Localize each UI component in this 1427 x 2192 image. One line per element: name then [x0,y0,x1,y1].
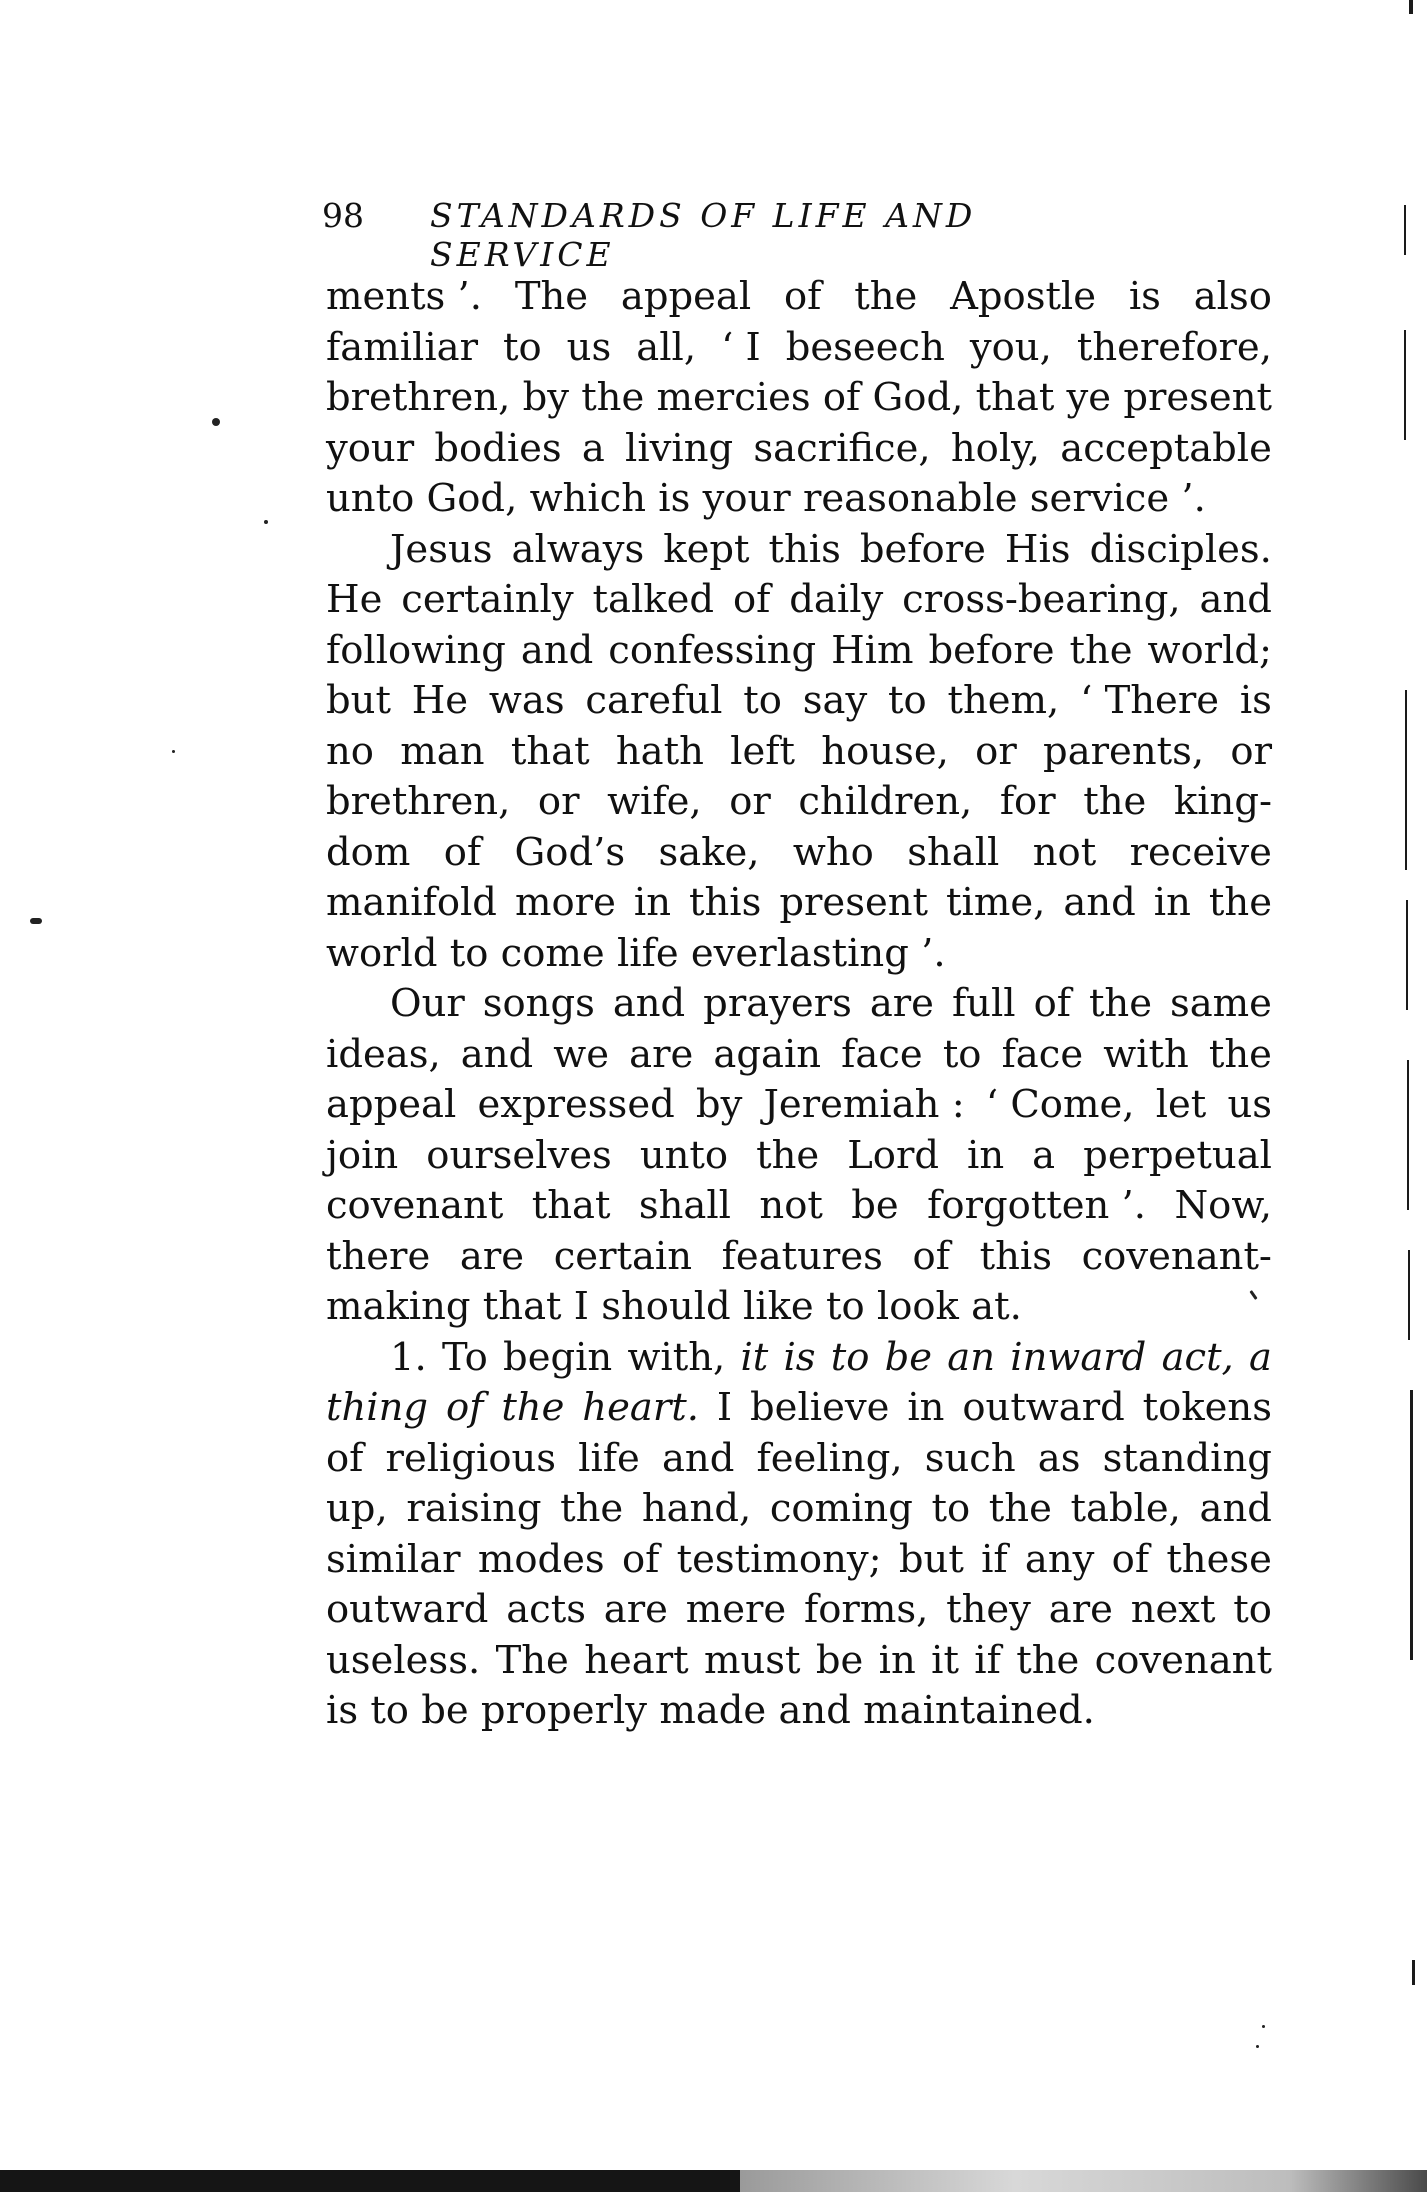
scan-bottom-border [0,2170,1427,2192]
word: religious [385,1435,557,1481]
text-line [326,1434,1272,1485]
word: The [495,1637,569,1683]
word: ourselves [426,1132,612,1178]
word: outward [326,1587,489,1632]
speck [30,918,42,924]
word: to [449,930,489,976]
word: let [1155,1082,1207,1127]
word: I [716,1385,733,1430]
word: coming [769,1486,913,1531]
word: and [612,981,686,1026]
word: in [1153,880,1191,925]
word: and [520,627,594,673]
word: service ’. [1029,476,1206,521]
text-line [326,1383,1272,1434]
word: dom [326,829,411,875]
word: are [1048,1587,1113,1632]
word: inward [1010,1334,1147,1380]
word: that [975,375,1055,420]
word: say [802,678,868,723]
word: tokens [1142,1385,1272,1430]
body-text [326,272,1272,1737]
word: covenant [1094,1637,1272,1683]
word: ‘ I [721,324,761,370]
word: face [841,1031,923,1077]
word: a [1032,1132,1056,1178]
scan-edge-mark [1404,205,1406,255]
word: Our [390,981,465,1026]
word: to [370,1688,409,1733]
word: begin [503,1334,613,1380]
word: all, [636,324,697,370]
word: your [702,476,791,521]
word: making [326,1284,471,1329]
word: us [1227,1082,1272,1127]
word: is [1128,274,1161,319]
word: be [884,1334,933,1380]
word: no [326,728,374,774]
word: or [729,779,771,824]
word: To [441,1334,488,1380]
word: table, [1070,1486,1181,1531]
word: sacrifice, [753,425,931,471]
word: familiar [326,324,479,370]
word: it [740,1334,769,1380]
word: same [1169,981,1272,1026]
word: brethren, [326,375,511,420]
word: following [326,627,506,673]
word: that [482,1284,562,1329]
word: with [1103,1031,1189,1077]
word: to [825,1284,865,1329]
word: at. [971,1284,1022,1329]
word: talked [592,577,715,622]
word: disciples. [1089,526,1272,572]
word: or [1230,728,1272,774]
word: Jesus [390,526,493,572]
word: ye [1066,375,1112,420]
word: perpetual [1083,1132,1272,1178]
word: if [981,1536,1008,1582]
text-line [326,1030,1272,1081]
word: 1. [390,1334,427,1380]
word: feeling, [756,1435,903,1481]
word: man [400,728,485,774]
word: in [878,1637,916,1683]
word: The [514,274,589,319]
text-line [326,272,1272,323]
speck [264,520,268,524]
word: to [503,324,542,370]
word: always [511,526,645,572]
word: the [1088,981,1153,1026]
word: before [859,526,986,572]
word: of [445,1385,484,1430]
word: house, [821,728,949,774]
word: beseech [785,324,945,370]
speck [212,418,220,426]
text-line [326,1282,1272,1333]
scan-edge-mark [1404,330,1406,440]
word: are [459,1233,525,1279]
word: who [792,829,874,875]
text-line [326,676,1272,727]
word: or [537,779,580,824]
word: maintained. [863,1688,1095,1733]
word: be [815,1637,864,1683]
word: certain [553,1233,693,1279]
word: of [326,1435,364,1481]
word: there [326,1233,431,1279]
word: these [1166,1536,1272,1582]
word: to [1233,1587,1272,1632]
word: daily [789,577,884,622]
word: that [531,1183,611,1228]
text-line [326,979,1272,1030]
text-line [326,474,1272,525]
word: before [928,627,1055,673]
word: also [1193,274,1272,319]
word: a [581,425,605,471]
word: be [421,1688,469,1733]
word: is [326,1688,359,1733]
text-line [326,1686,1272,1737]
word: is [783,1334,816,1380]
word: unto [639,1132,729,1178]
word: look [876,1284,959,1329]
text-line [326,1585,1272,1636]
text-line [326,828,1272,879]
word: ‘ Come, [985,1082,1135,1127]
word: this [689,880,762,925]
text-line [326,727,1272,778]
word: life [578,1435,640,1481]
word: join [326,1132,399,1178]
word: confessing [608,627,817,673]
word: the [756,1132,820,1178]
word: that [510,728,590,774]
word: brethren, [326,779,511,824]
word: everlasting ’. [690,930,946,976]
word: act, [1161,1334,1234,1380]
word: the [1083,779,1147,824]
word: therefore, [1076,324,1272,370]
word: I [573,1284,589,1329]
word: the [501,1385,565,1430]
word: more [514,880,616,925]
word: of [732,577,771,622]
word: with, [627,1334,726,1380]
word: Lord [847,1132,939,1178]
word: ideas, [326,1031,441,1077]
word: we [553,1031,610,1077]
running-head: STANDARDS OF LIFE AND SERVICE [430,196,977,274]
word: thing [326,1385,429,1430]
page-header [322,196,1162,274]
word: the [1208,1031,1272,1077]
word: forms, [803,1587,929,1632]
word: children, [798,779,973,824]
text-line [326,1333,1272,1384]
word: of [1033,981,1071,1026]
word: for [999,779,1056,824]
word: God’s [514,829,626,875]
word: life [616,930,679,976]
word: Jeremiah : [763,1082,965,1127]
word: and [661,1435,735,1481]
word: heart [584,1637,689,1683]
word: the [581,375,645,420]
word: face [1001,1031,1084,1077]
speck [1262,2025,1265,2028]
word: to [830,1334,870,1380]
word: manifold [326,880,497,925]
text-line [326,1636,1272,1687]
word: He [326,577,383,622]
word: Apostle [950,274,1097,319]
word: they [946,1587,1031,1632]
word: by [522,375,569,420]
word: hath [615,728,704,774]
word: and [1199,1486,1272,1531]
word: standing [1102,1435,1272,1481]
text-line [326,1131,1272,1182]
word: certainly [401,577,574,622]
word: is [1239,678,1272,723]
word: us [566,324,612,370]
word: of [783,274,822,319]
word: outward [962,1385,1125,1430]
word: unto [326,476,415,521]
word: properly [480,1688,648,1733]
word: this [768,526,841,572]
word: you, [969,324,1052,370]
word: songs [482,981,595,1026]
word: God, [872,375,964,420]
word: hand, [641,1486,752,1531]
word: and [778,1688,851,1733]
word: appeal [326,1082,457,1127]
word: testimony; [676,1536,882,1582]
word: He [411,678,469,723]
word: shall [638,1183,731,1228]
text-line [326,424,1272,475]
word: as [1037,1435,1081,1481]
word: not [759,1183,823,1228]
word: ‘ There [1080,678,1220,723]
page-number: 98 [322,196,364,235]
word: the [560,1486,624,1531]
text-line [326,626,1272,677]
word: covenant- [1081,1233,1272,1279]
word: king- [1173,779,1272,824]
text-line [326,1484,1272,1535]
word: not [1032,829,1097,875]
word: reasonable [802,476,1018,521]
word: a [1249,1334,1272,1380]
word: or [975,728,1017,774]
scan-edge-mark [1408,1250,1410,1340]
word: left [730,728,795,774]
word: in [967,1132,1005,1178]
scan-edge-mark [1412,1960,1415,1985]
word: are [629,1031,694,1077]
word: any [1024,1536,1095,1582]
word: receive [1129,829,1272,875]
scan-edge-mark [1409,0,1413,14]
word: forgotten ’. [927,1183,1147,1228]
word: wife, [607,779,702,824]
word: this [979,1233,1052,1279]
word: your [326,425,415,471]
text-line [326,929,1272,980]
word: should [601,1284,731,1329]
word: world; [1147,627,1272,673]
word: Now, [1174,1183,1272,1228]
word: ments ’. [326,274,483,319]
word: features [721,1233,883,1279]
text-line [326,1535,1272,1586]
word: sake, [658,829,760,875]
scan-edge-mark [1405,690,1407,870]
word: acceptable [1060,425,1272,471]
word: like [742,1284,814,1329]
word: but [898,1536,964,1582]
word: of [912,1233,950,1279]
word: present [1123,375,1272,420]
word: God, [426,476,518,521]
word: the [1208,880,1272,925]
text-line [326,777,1272,828]
word: living [625,425,734,471]
word: and [1063,880,1136,925]
word: modes [477,1536,605,1582]
word: parents, [1043,728,1205,774]
scan-edge-mark [1406,900,1408,1010]
word: be [851,1183,899,1228]
word: in [633,880,671,925]
word: in [907,1385,945,1430]
word: Him [831,627,914,673]
word: are [603,1587,668,1632]
word: expressed [477,1082,675,1127]
word: time, [946,880,1046,925]
word: by [695,1082,743,1127]
word: present [779,880,929,925]
word: believe [750,1385,890,1430]
word: and [460,1031,534,1077]
word: such [924,1435,1016,1481]
scan-edge-mark [1410,1390,1413,1660]
speck [172,750,175,753]
word: but [326,678,391,723]
word: is [658,476,691,521]
word: His [1004,526,1071,572]
word: kept [663,526,750,572]
word: come [500,930,605,976]
word: of [822,375,861,420]
word: shall [907,829,1000,875]
word: the [854,274,918,319]
word: acts [506,1587,586,1632]
word: similar [326,1536,461,1582]
word: of [621,1536,660,1582]
word: again [713,1031,822,1077]
word: careful [585,678,723,723]
text-line [326,525,1272,576]
word: full [951,981,1016,1026]
word: mere [685,1587,787,1632]
word: world [326,930,438,976]
word: to [942,1031,982,1077]
scan-edge-mark [1407,1060,1409,1210]
speck [1256,2045,1259,2048]
text-line [326,373,1272,424]
word: made [659,1688,767,1733]
word: the [988,1486,1052,1531]
word: to [743,678,782,723]
text-line [326,323,1272,374]
word: to [931,1486,971,1531]
word: raising [406,1486,542,1531]
scan-bottom-fade [740,2170,1427,2192]
word: of [1111,1536,1150,1582]
word: and [1199,577,1272,622]
text-line [326,1080,1272,1131]
word: are [869,981,934,1026]
word: was [488,678,565,723]
word: prayers [703,981,852,1026]
word: appeal [620,274,752,319]
word: useless. [326,1637,481,1683]
word: the [1016,1637,1080,1683]
word: to [888,678,927,723]
word: cross-bearing, [902,577,1181,622]
word: bodies [434,425,562,471]
text-line [326,1232,1272,1283]
word: an [947,1334,996,1380]
text-line [326,878,1272,929]
text-line [326,575,1272,626]
word: covenant [326,1183,504,1228]
word: if [974,1637,1001,1683]
word: heart. [582,1385,699,1430]
word: mercies [656,375,811,420]
text-line [326,1181,1272,1232]
word: the [1069,627,1133,673]
word: holy, [950,425,1041,471]
word: next [1130,1587,1216,1632]
word: which [529,476,646,521]
word: up, [326,1486,388,1531]
word: must [703,1637,801,1683]
word: them, [947,678,1060,723]
word: of [443,829,482,875]
word: it [931,1637,959,1683]
